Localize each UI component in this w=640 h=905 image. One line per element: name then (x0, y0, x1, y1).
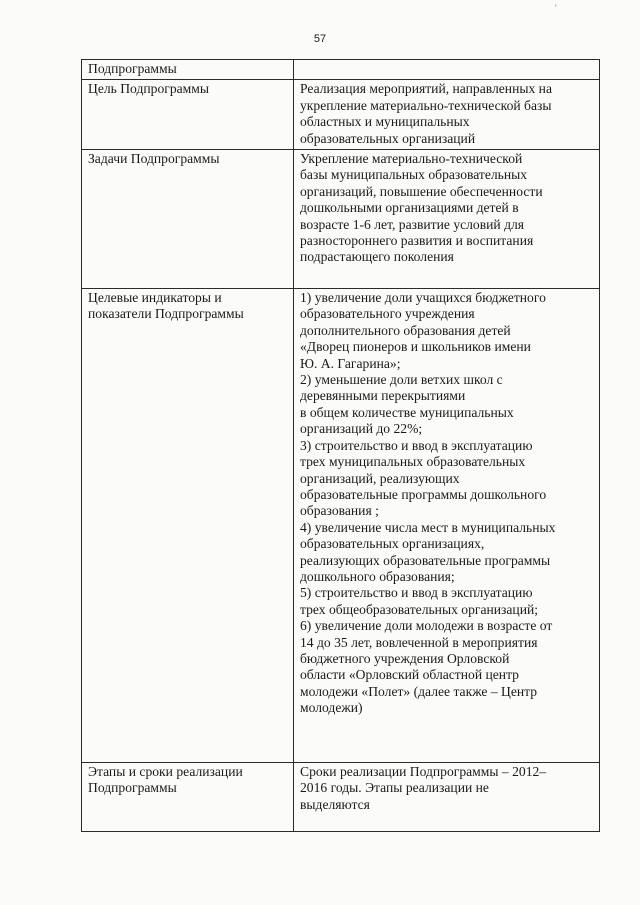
subprogram-passport-table (81, 59, 600, 832)
stages-value-cell (294, 763, 600, 832)
goal-label-cell (82, 80, 294, 150)
indicators-text-line: дошкольного образования; (300, 568, 455, 584)
stages-label-line: Этапы и сроки реализации (88, 764, 243, 780)
table-row-tasks (82, 150, 600, 289)
stages-text-line: выделяются (300, 796, 370, 812)
indicators-text-line: дополнительного образования детей (300, 322, 511, 338)
indicators-text-line: 6) увеличение доли молодежи в возрасте от (300, 618, 553, 634)
indicators-text-line: 14 до 35 лет, вовлеченной в мероприятия (300, 634, 538, 650)
tasks-text-line: подрастающего поколения (300, 249, 454, 265)
indicators-text-line: организаций, реализующих (300, 470, 460, 486)
indicators-text-line: образовательных организациях, (300, 536, 485, 552)
indicators-text-line: 2) уменьшение доли ветхих школ с (300, 372, 503, 388)
indicators-text-line: Ю. А. Гагарина»; (300, 355, 401, 371)
indicators-text-line: молодежи) (300, 700, 363, 716)
stages-text-line: Сроки реализации Подпрограммы – 2012– (300, 764, 547, 780)
indicators-label-line: показатели Подпрограммы (88, 306, 244, 322)
tasks-value-cell (294, 150, 600, 289)
indicators-text-line: 3) строительство и ввод в эксплуатацию (300, 437, 533, 453)
scan-corner-mark: ' (555, 3, 557, 13)
goal-value-cell (294, 80, 600, 150)
indicators-text-line: бюджетного учреждения Орловской (300, 650, 510, 666)
indicators-text-line: 4) увеличение числа мест в муниципальных (300, 519, 556, 535)
indicators-label-cell (82, 289, 294, 763)
header-value-cell (294, 60, 600, 80)
indicators-text-line: 1) увеличение доли учащихся бюджетного (300, 290, 546, 306)
header-label-cell (82, 60, 294, 80)
tasks-text-line: организаций, повышение обеспеченности (300, 183, 543, 199)
tasks-text-line: возрасте 1-6 лет, развитие условий для (300, 216, 525, 232)
goal-text-line: укрепление материально-технической базы (300, 97, 552, 113)
stages-text-line: 2016 годы. Этапы реализации не (300, 780, 489, 796)
indicators-text-line: «Дворец пионеров и школьников имени (300, 339, 531, 355)
tasks-text-line: дошкольными организациями детей в (300, 200, 519, 216)
indicators-value-cell (294, 289, 600, 763)
tasks-label-cell (82, 150, 294, 289)
indicators-text-line: трех муниципальных образовательных (300, 454, 526, 470)
tasks-text-line: Укрепление материально-технической (300, 151, 523, 167)
table-row-indicators (82, 289, 600, 763)
header-label: Подпрограммы (88, 61, 177, 76)
tasks-label-line: Задачи Подпрограммы (88, 151, 220, 167)
indicators-text-line: образования ; (300, 503, 379, 519)
table-header-row (82, 60, 600, 80)
goal-text-line: Реализация мероприятий, направленных на (300, 81, 552, 97)
indicators-text-line: области «Орловский областной центр (300, 667, 519, 683)
tasks-text-line: базы муниципальных образовательных (300, 167, 528, 183)
table-row-goal (82, 80, 600, 150)
table-row-stages (82, 763, 600, 832)
goal-label-line: Цель Подпрограммы (88, 81, 209, 97)
goal-text-line: областных и муниципальных (300, 114, 470, 130)
indicators-text-line: деревянными перекрытиями (300, 388, 466, 404)
indicators-text-line: трех общеобразовательных организаций; (300, 601, 539, 617)
indicators-text-line: 5) строительство и ввод в эксплуатацию (300, 585, 533, 601)
indicators-text-line: молодежи «Полет» (далее также – Центр (300, 683, 538, 699)
indicators-label-line: Целевые индикаторы и (88, 290, 222, 306)
goal-text-line: образовательных организаций (300, 130, 476, 146)
indicators-text-line: образовательного учреждения (300, 306, 475, 322)
indicators-text-line: в общем количестве муниципальных (300, 404, 514, 420)
stages-label-cell (82, 763, 294, 832)
indicators-text-line: реализующих образовательные программы (300, 552, 551, 568)
tasks-text-line: разностороннего развития и воспитания (300, 233, 534, 249)
indicators-text-line: образовательные программы дошкольного (300, 486, 547, 502)
stages-label-line: Подпрограммы (88, 780, 177, 796)
indicators-text-line: организаций до 22%; (300, 421, 423, 437)
page-number: 57 (313, 33, 327, 45)
